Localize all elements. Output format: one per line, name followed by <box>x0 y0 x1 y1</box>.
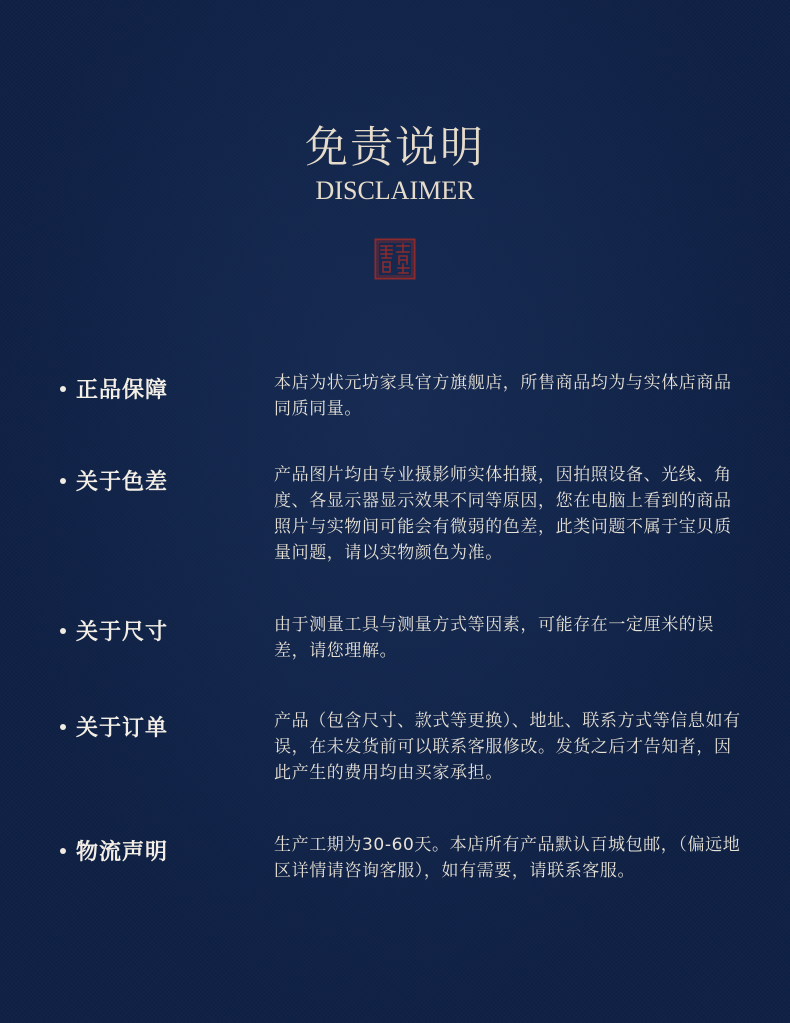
section-text: 产品图片均由专业摄影师实体拍摄，因拍照设备、光线、角度、各显示器显示效果不同等原因，您在电脑上看到的商品照片与实物间可能会有微弱的色差，此类问题不属于宝贝质量问题，请以实物颜色为准。 <box>274 465 732 563</box>
section-heading: 正品保障 <box>76 378 169 403</box>
section-text: 由于测量工具与测量方式等因素，可能存在一定厘米的误差，请您理解。 <box>274 615 714 661</box>
section-heading: 物流声明 <box>76 840 169 865</box>
section-text: 产品（包含尺寸、款式等更换）、地址、联系方式等信息如有误，在未发货前可以联系客服修改。发货之后才告知者，因此产生的费用均由买家承担。 <box>274 711 741 783</box>
bullet-dot <box>60 724 66 730</box>
section-heading: 关于尺寸 <box>76 620 169 645</box>
page-subtitle: DISCLAIMER <box>315 176 475 205</box>
seal-stamp-icon <box>374 238 416 280</box>
section-text: 本店为状元坊家具官方旗舰店，所售商品均为与实体店商品同质同量。 <box>274 373 732 419</box>
bullet-dot <box>60 386 66 392</box>
section-text: 生产工期为30-60天。本店所有产品默认百城包邮，（偏远地区详情请咨询客服），如有需要，请联系客服。 <box>274 835 741 881</box>
bullet-dot <box>60 848 66 854</box>
page-title: 免责说明 <box>305 123 485 173</box>
section-heading: 关于订单 <box>76 716 169 741</box>
section-heading: 关于色差 <box>76 470 169 495</box>
bullet-dot <box>60 478 66 484</box>
bullet-dot <box>60 628 66 634</box>
